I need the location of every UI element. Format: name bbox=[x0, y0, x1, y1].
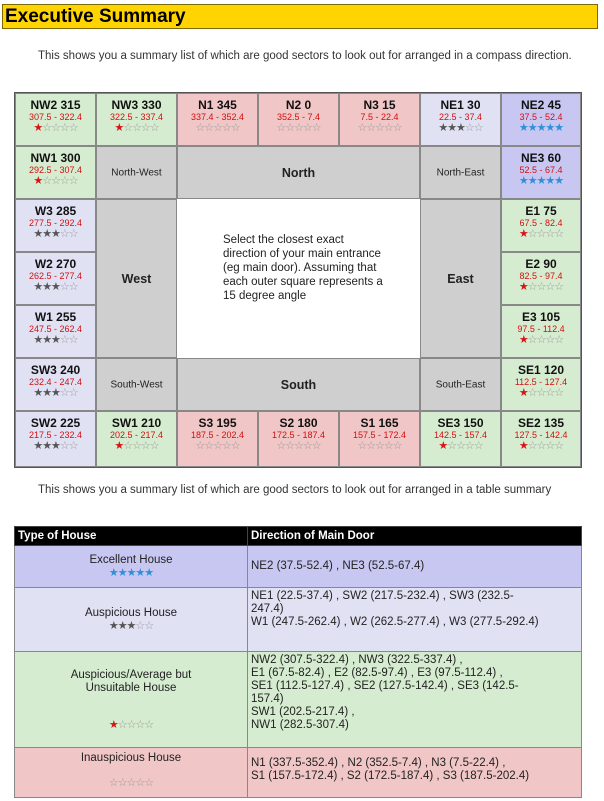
sector-range: 7.5 - 22.4 bbox=[360, 112, 399, 122]
sector-range: 67.5 - 82.4 bbox=[519, 218, 563, 228]
rating-stars: ★☆☆☆☆ bbox=[518, 440, 564, 452]
rating-stars: ★☆☆☆☆ bbox=[108, 718, 154, 731]
sector-range: 187.5 - 202.4 bbox=[190, 430, 245, 440]
rating-stars: ★★★★★ bbox=[108, 567, 154, 579]
sector-range: 112.5 - 127.4 bbox=[514, 377, 568, 387]
summary-table bbox=[14, 526, 582, 798]
sector-range: 97.5 - 112.4 bbox=[517, 324, 565, 334]
sector-sw1[interactable] bbox=[96, 411, 177, 467]
sector-ne1[interactable] bbox=[420, 93, 501, 146]
sector-name: N2 0 bbox=[285, 98, 312, 112]
sector-name: S1 165 bbox=[360, 416, 399, 430]
house-type-cell bbox=[15, 546, 248, 588]
rating-stars: ☆☆☆☆☆ bbox=[195, 122, 240, 134]
table-row bbox=[15, 546, 582, 588]
header-direction: Direction of Main Door bbox=[248, 527, 582, 546]
direction-label: North bbox=[281, 165, 316, 180]
sector-ne3[interactable] bbox=[501, 146, 581, 199]
sector-s1[interactable] bbox=[339, 411, 420, 467]
sector-range: 352.5 - 7.4 bbox=[276, 112, 321, 122]
sector-name: W3 285 bbox=[34, 204, 77, 218]
sector-se3[interactable] bbox=[420, 411, 501, 467]
door-line: SE1 (112.5-127.4) , SE2 (127.5-142.4) , SE3 (142.5- bbox=[251, 680, 519, 692]
sector-name: NW2 315 bbox=[30, 98, 81, 112]
door-line: 247.4) bbox=[251, 603, 284, 615]
rating-stars: ☆☆☆☆☆ bbox=[357, 122, 402, 134]
sector-range: 217.5 - 232.4 bbox=[28, 430, 83, 440]
sector-range: 37.5 - 52.4 bbox=[519, 112, 563, 122]
sector-range: 277.5 - 292.4 bbox=[28, 218, 83, 228]
sector-range: 232.4 - 247.4 bbox=[28, 377, 83, 387]
sector-e2[interactable] bbox=[501, 252, 581, 305]
rating-stars: ★★★☆☆ bbox=[33, 281, 78, 293]
sector-n1[interactable] bbox=[177, 93, 258, 146]
sector-nw1[interactable] bbox=[15, 146, 96, 199]
rating-stars: ★★★☆☆ bbox=[33, 334, 78, 346]
door-line: N1 (337.5-352.4) , N2 (352.5-7.4) , N3 (7.5-22.4) , bbox=[251, 757, 506, 769]
sector-name: SW1 210 bbox=[111, 416, 162, 430]
sector-w1[interactable] bbox=[15, 305, 96, 358]
rating-stars: ☆☆☆☆☆ bbox=[195, 440, 240, 452]
door-line: NW2 (307.5-322.4) , NW3 (322.5-337.4) , bbox=[251, 654, 463, 666]
rating-stars: ☆☆☆☆☆ bbox=[108, 777, 154, 789]
direction-label: West bbox=[121, 271, 152, 286]
rating-stars: ★☆☆☆☆ bbox=[518, 334, 564, 346]
sector-name: E2 90 bbox=[525, 257, 557, 271]
house-type: Auspicious House bbox=[84, 607, 178, 619]
header-type: Type of House bbox=[15, 527, 248, 546]
label-south-west bbox=[96, 358, 177, 411]
sector-w2[interactable] bbox=[15, 252, 96, 305]
direction-label: South-East bbox=[435, 379, 486, 390]
direction-cell bbox=[248, 748, 582, 798]
sector-sw2[interactable] bbox=[15, 411, 96, 467]
sector-name: SE3 150 bbox=[437, 416, 484, 430]
sector-name: E1 75 bbox=[525, 204, 557, 218]
door-line: NE1 (22.5-37.4) , SW2 (217.5-232.4) , SW3 (232.5- bbox=[251, 590, 514, 602]
rating-stars: ☆☆☆☆☆ bbox=[276, 440, 321, 452]
rating-stars: ★☆☆☆☆ bbox=[438, 440, 483, 452]
compass-grid bbox=[14, 92, 582, 468]
direction-label: South-West bbox=[110, 379, 163, 390]
sector-name: E3 105 bbox=[521, 310, 561, 324]
sector-name: W2 270 bbox=[34, 257, 77, 271]
label-north bbox=[177, 146, 420, 199]
rating-stars: ★★★☆☆ bbox=[438, 122, 483, 134]
sector-n2[interactable] bbox=[258, 93, 339, 146]
sector-range: 202.5 - 217.4 bbox=[109, 430, 164, 440]
sector-name: NE1 30 bbox=[440, 98, 481, 112]
sector-name: NE2 45 bbox=[520, 98, 562, 112]
table-row bbox=[15, 588, 582, 652]
label-east bbox=[420, 199, 501, 358]
sector-name: N3 15 bbox=[363, 98, 396, 112]
sector-range: 127.5 - 142.4 bbox=[514, 430, 568, 440]
center-instructions bbox=[177, 199, 420, 358]
house-type-cell bbox=[15, 588, 248, 652]
door-line: E1 (67.5-82.4) , E2 (82.5-97.4) , E3 (97.5-112.4) , bbox=[251, 667, 503, 679]
sector-name: S3 195 bbox=[198, 416, 237, 430]
house-type-cell bbox=[15, 652, 248, 748]
sector-name: W1 255 bbox=[34, 310, 77, 324]
rating-stars: ★★★☆☆ bbox=[108, 620, 154, 632]
sector-range: 292.5 - 307.4 bbox=[28, 165, 83, 175]
sector-s3[interactable] bbox=[177, 411, 258, 467]
sector-name: NE3 60 bbox=[520, 151, 562, 165]
sector-nw2[interactable] bbox=[15, 93, 96, 146]
direction-label: East bbox=[447, 271, 474, 286]
house-type: Excellent House bbox=[89, 554, 173, 566]
table-header-row bbox=[15, 527, 582, 546]
table-row bbox=[15, 652, 582, 748]
sector-e1[interactable] bbox=[501, 199, 581, 252]
rating-stars: ★★★☆☆ bbox=[33, 387, 78, 399]
sector-se1[interactable] bbox=[501, 358, 581, 411]
sector-range: 247.5 - 262.4 bbox=[28, 324, 83, 334]
intro-table: This shows you a summary list of which are good sectors to look out for arranged in a table summary bbox=[38, 484, 552, 496]
rating-stars: ★☆☆☆☆ bbox=[33, 122, 78, 134]
direction-label: North-West bbox=[111, 167, 162, 178]
door-line: SW1 (202.5-217.4) , bbox=[251, 706, 355, 718]
direction-cell bbox=[248, 652, 582, 748]
rating-stars: ★★★★★ bbox=[518, 175, 564, 187]
house-type-cell bbox=[15, 748, 248, 798]
door-line: NE2 (37.5-52.4) , NE3 (52.5-67.4) bbox=[251, 560, 425, 572]
sector-range: 52.5 - 67.4 bbox=[519, 165, 563, 175]
sector-name: NW3 330 bbox=[111, 98, 162, 112]
direction-label: North-East bbox=[436, 167, 485, 178]
instruction-text: Select the closest exact direction of your main entrance (eg main door). Assuming that each outer square represents a 15 degree angle bbox=[223, 234, 383, 302]
title-bar bbox=[2, 4, 598, 29]
sector-name: NW1 300 bbox=[30, 151, 81, 165]
sector-s2[interactable] bbox=[258, 411, 339, 467]
rating-stars: ★☆☆☆☆ bbox=[518, 387, 564, 399]
rating-stars: ★☆☆☆☆ bbox=[114, 122, 159, 134]
sector-name: SW3 240 bbox=[30, 363, 81, 377]
sector-name: S2 180 bbox=[279, 416, 318, 430]
label-west bbox=[96, 199, 177, 358]
rating-stars: ☆☆☆☆☆ bbox=[276, 122, 321, 134]
sector-e3[interactable] bbox=[501, 305, 581, 358]
label-north-east bbox=[420, 146, 501, 199]
rating-stars: ★☆☆☆☆ bbox=[518, 228, 564, 240]
label-south-east bbox=[420, 358, 501, 411]
sector-range: 172.5 - 187.4 bbox=[271, 430, 326, 440]
sector-range: 322.5 - 337.4 bbox=[109, 112, 164, 122]
sector-name: N1 345 bbox=[198, 98, 237, 112]
sector-range: 22.5 - 37.4 bbox=[438, 112, 483, 122]
sector-name: SE2 135 bbox=[517, 416, 565, 430]
rating-stars: ★☆☆☆☆ bbox=[33, 175, 78, 187]
sector-range: 157.5 - 172.4 bbox=[352, 430, 407, 440]
sector-range: 82.5 - 97.4 bbox=[519, 271, 563, 281]
sector-range: 262.5 - 277.4 bbox=[28, 271, 83, 281]
label-north-west bbox=[96, 146, 177, 199]
door-line: W1 (247.5-262.4) , W2 (262.5-277.4) , W3 (277.5-292.4) bbox=[251, 616, 539, 628]
door-line: 157.4) bbox=[251, 693, 284, 705]
sector-ne2[interactable] bbox=[501, 93, 581, 146]
sector-range: 337.4 - 352.4 bbox=[190, 112, 245, 122]
rating-stars: ☆☆☆☆☆ bbox=[357, 440, 402, 452]
direction-cell bbox=[248, 588, 582, 652]
direction-label: South bbox=[280, 377, 317, 392]
door-line: S1 (157.5-172.4) , S2 (172.5-187.4) , S3 (187.5-202.4) bbox=[251, 770, 530, 782]
sector-range: 142.5 - 157.4 bbox=[433, 430, 488, 440]
page-title: Executive Summary bbox=[5, 6, 186, 27]
sector-nw3[interactable] bbox=[96, 93, 177, 146]
rating-stars: ★★★★★ bbox=[518, 122, 564, 134]
sector-sw3[interactable] bbox=[15, 358, 96, 411]
table-row bbox=[15, 748, 582, 798]
label-south bbox=[177, 358, 420, 411]
sector-range: 307.5 - 322.4 bbox=[28, 112, 83, 122]
rating-stars: ★★★☆☆ bbox=[33, 440, 78, 452]
rating-stars: ★☆☆☆☆ bbox=[518, 281, 564, 293]
sector-n3[interactable] bbox=[339, 93, 420, 146]
door-line: NW1 (282.5-307.4) bbox=[251, 719, 349, 731]
rating-stars: ★★★☆☆ bbox=[33, 228, 78, 240]
sector-se2[interactable] bbox=[501, 411, 581, 467]
sector-name: SW2 225 bbox=[30, 416, 81, 430]
rating-stars: ★☆☆☆☆ bbox=[114, 440, 159, 452]
intro-compass: This shows you a summary list of which are good sectors to look out for arranged in a compass direction. bbox=[38, 50, 572, 62]
direction-cell bbox=[248, 546, 582, 588]
house-type: Inauspicious House bbox=[80, 752, 182, 764]
house-type: Auspicious/Average but Unsuitable House bbox=[70, 668, 192, 694]
sector-w3[interactable] bbox=[15, 199, 96, 252]
sector-name: SE1 120 bbox=[517, 363, 565, 377]
